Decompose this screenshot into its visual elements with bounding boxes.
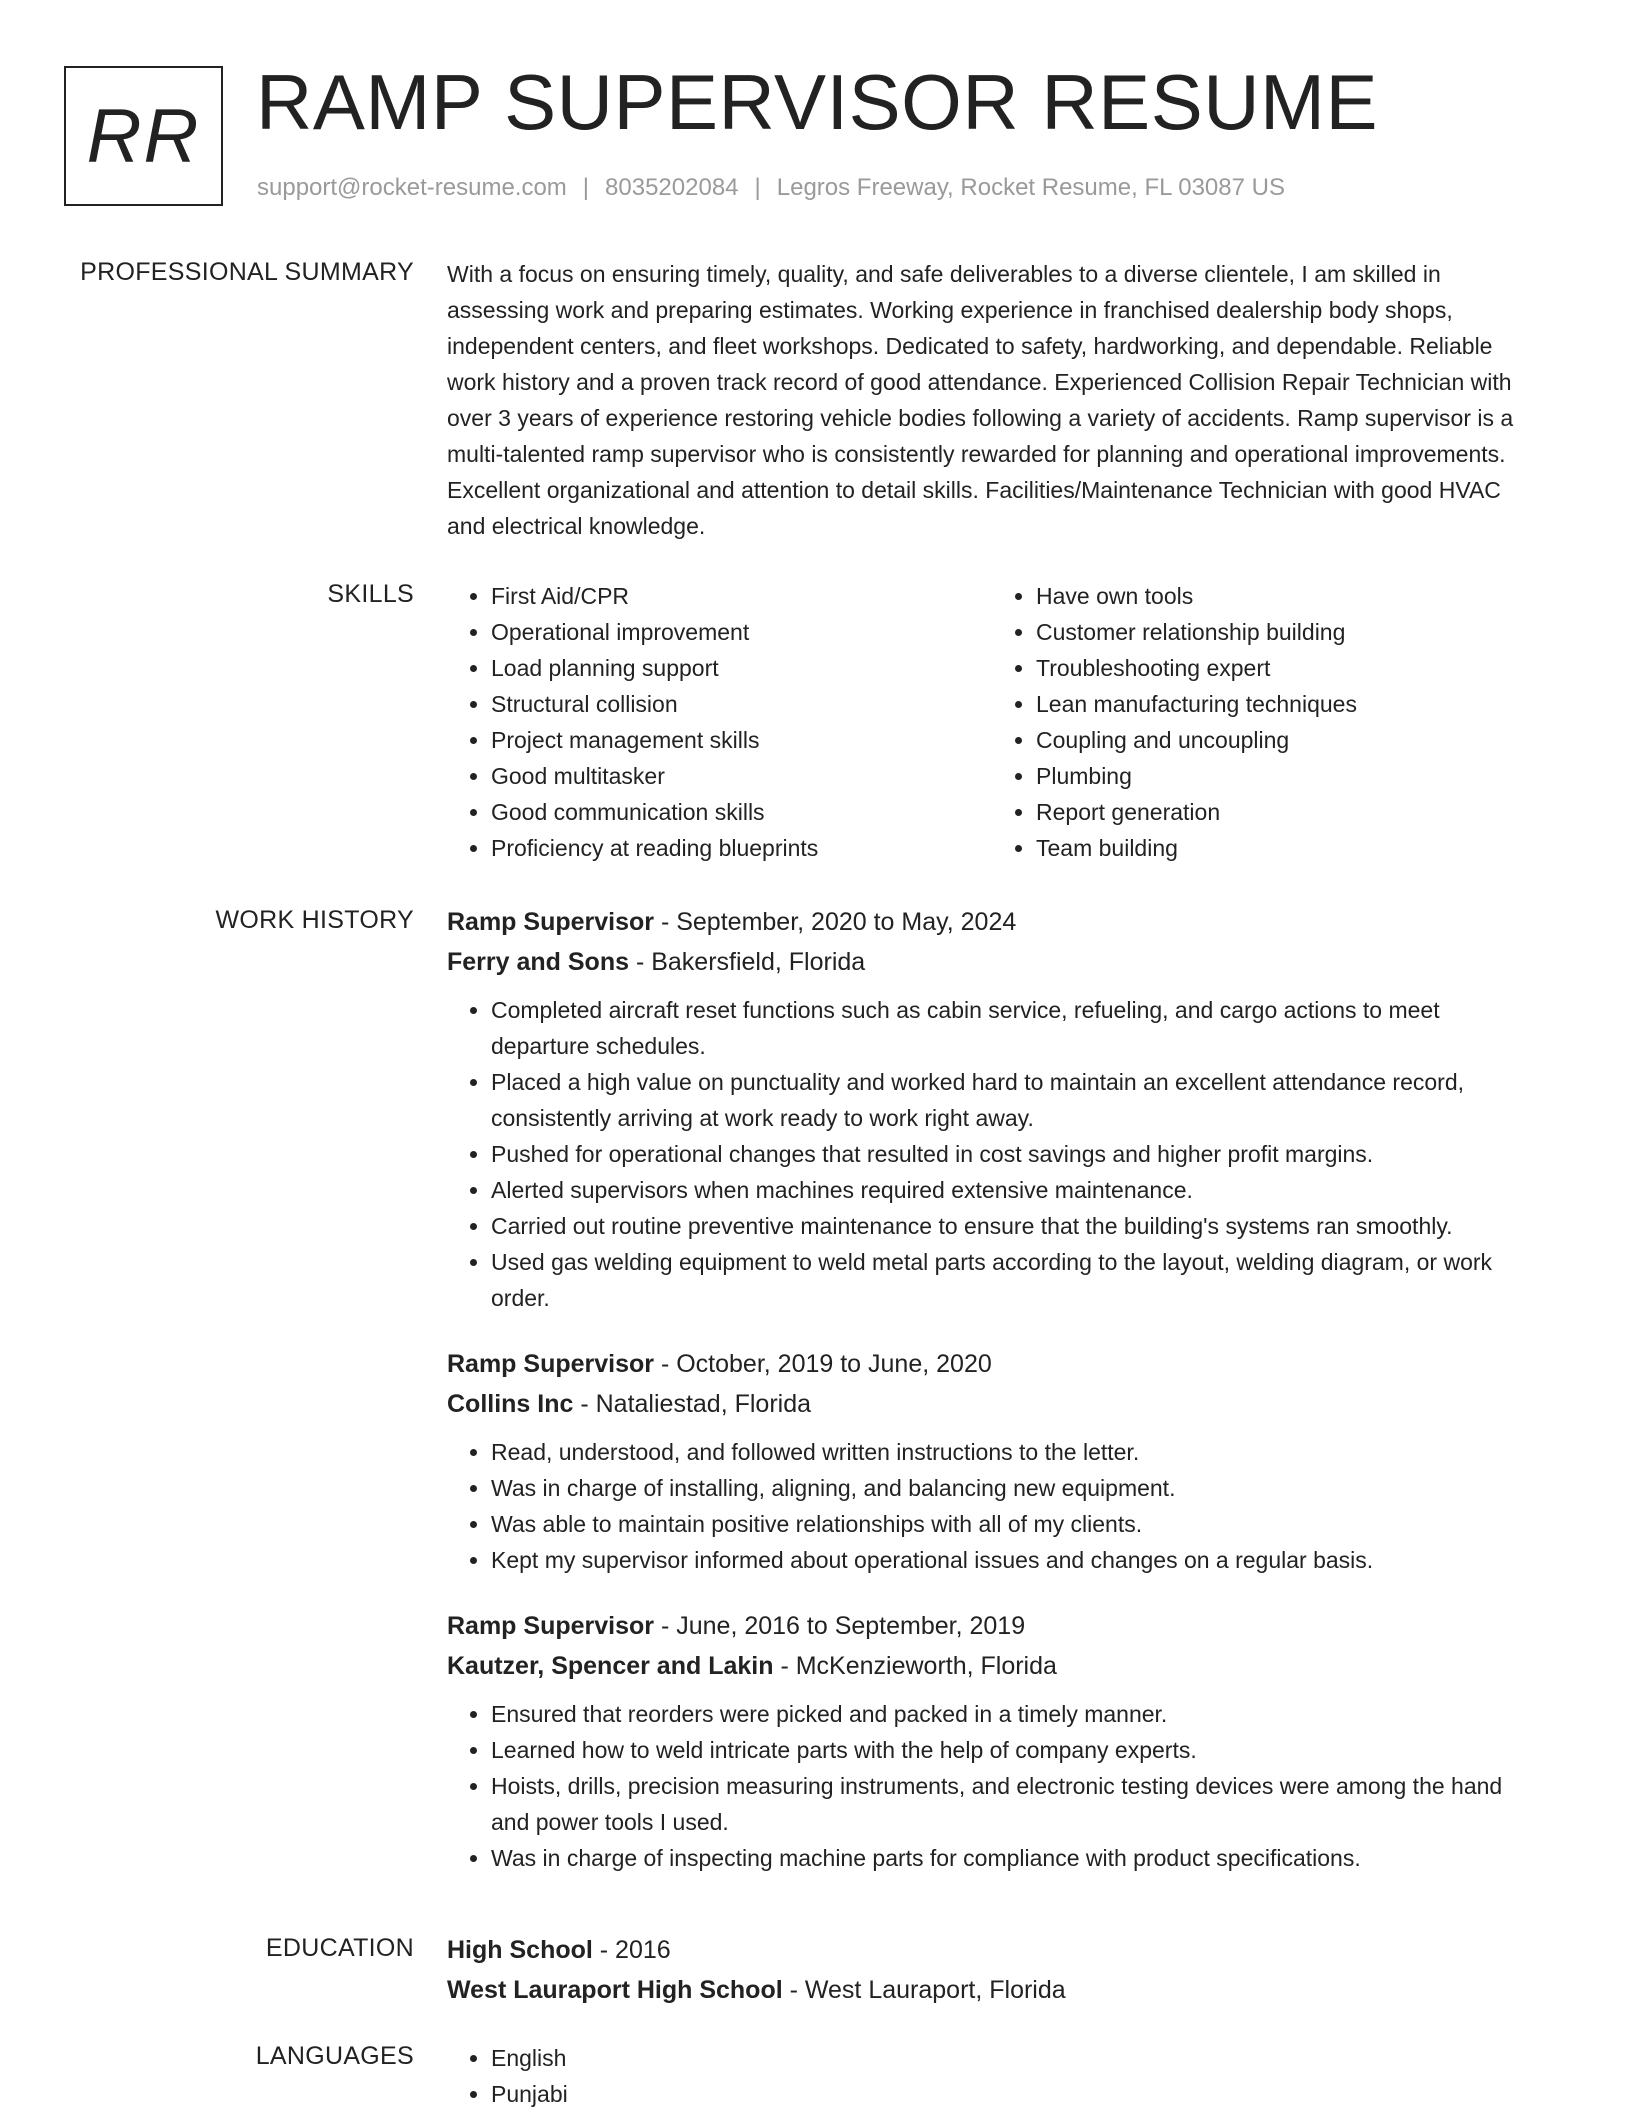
job-dates: - October, 2019 to June, 2020 [654,1350,992,1378]
job-bullet: • Kept my supervisor informed about operational issues and changes on a regular basis. [491,1542,1537,1578]
skill-item: • Operational improvement [491,614,992,650]
skills-list-right [992,578,1537,866]
job-role: Ramp Supervisor [447,1612,655,1640]
job-title-line [447,902,1537,942]
work-history-body [447,902,1537,1904]
summary-body [447,256,1537,544]
job-bullet: • Carried out routine preventive maintenance to ensure that the building's systems ran smoothly. [491,1208,1537,1244]
monogram-logo: RR [64,66,223,206]
job-bullet: • Alerted supervisors when machines required extensive maintenance. [491,1172,1537,1208]
skill-item: • Report generation [1036,794,1537,830]
education-heading: EDUCATION [265,1934,414,1962]
job-bullet: • Ensured that reorders were picked and packed in a timely manner. [491,1696,1537,1732]
skill-item: • Load planning support [491,650,992,686]
job-company: Kautzer, Spencer and Lakin [447,1652,774,1680]
job-location: - Nataliestad, Florida [573,1390,812,1418]
job-bullet: • Was able to maintain positive relationships with all of my clients. [491,1506,1537,1542]
skills-body [447,578,1537,866]
job-bullet: • Read, understood, and followed written instructions to the letter. [491,1434,1537,1470]
job-bullet: • Pushed for operational changes that resulted in cost savings and higher profit margins. [491,1136,1537,1172]
job-title-line [447,1606,1537,1646]
skills-heading: SKILLS [327,580,414,608]
job-bullet: • Placed a high value on punctuality and worked hard to maintain an excellent attendance record, consistently arriving at work ready to work right away. [491,1064,1537,1136]
contact-email[interactable]: support@rocket-resume.com [257,174,567,201]
job-bullets [447,1434,1537,1578]
skill-item: • Troubleshooting expert [1036,650,1537,686]
job-dates: - June, 2016 to September, 2019 [654,1612,1026,1640]
skills-list-left [447,578,992,866]
job-bullet: • Completed aircraft reset functions such as cabin service, refueling, and cargo actions to meet departure schedules. [491,992,1537,1064]
skill-item: • Customer relationship building [1036,614,1537,650]
job-bullet: • Was in charge of inspecting machine parts for compliance with product specifications. [491,1840,1537,1876]
education-school-line [447,1970,1537,2010]
skill-item: • Structural collision [491,686,992,722]
contact-phone[interactable]: 8035202084 [605,174,739,201]
job-company-line [447,1384,1537,1424]
education-year: - 2016 [592,1936,671,1964]
skill-item: • Good multitasker [491,758,992,794]
skill-item: • Have own tools [1036,578,1537,614]
job-location: - Bakersfield, Florida [629,948,866,976]
languages-heading: LANGUAGES [255,2042,414,2070]
job-bullets [447,992,1537,1316]
languages-body [447,2040,1537,2112]
work-history-heading: WORK HISTORY [215,906,414,934]
education-degree-line [447,1930,1537,1970]
contact-separator: | [582,174,590,201]
page-title: RAMP SUPERVISOR RESUME [256,58,1379,146]
skill-item: • Good communication skills [491,794,992,830]
job-role: Ramp Supervisor [447,1350,655,1378]
job-dates: - September, 2020 to May, 2024 [654,908,1017,936]
job-entry [447,1606,1537,1876]
job-bullet: • Was in charge of installing, aligning, and balancing new equipment. [491,1470,1537,1506]
language-item: • Punjabi [491,2076,1537,2112]
job-company: Ferry and Sons [447,948,629,976]
job-bullet: • Used gas welding equipment to weld metal parts according to the layout, welding diagram, or work order. [491,1244,1537,1316]
education-location: - West Lauraport, Florida [782,1976,1066,2004]
skill-item: • Project management skills [491,722,992,758]
education-school: West Lauraport High School [447,1976,783,2004]
job-bullet: • Hoists, drills, precision measuring instruments, and electronic testing devices were among the hand and power tools I used. [491,1768,1537,1840]
contact-separator: | [754,174,761,201]
contact-line [257,174,1285,202]
languages-list [447,2040,1537,2112]
skill-item: • First Aid/CPR [491,578,992,614]
contact-address: Legros Freeway, Rocket Resume, FL 03087 US [776,174,1285,201]
job-company-line [447,1646,1537,1686]
summary-text: With a focus on ensuring timely, quality, and safe deliverables to a diverse clientele, I am skilled in assessing work and preparing estimates. Working experience in franchised dealership body shops, independent centers, and fleet workshops. Dedicated to safety, hardworking, and dependable. Reliable work history and a proven track record of good attendance. Experienced Collision Repair Technician with over 3 years of experience restoring vehicle bodies following a variety of accidents. Ramp supervisor is a multi-talented ramp supervisor who is consistently rewarded for planning and operational improvements. Excellent organizational and attention to detail skills. Facilities/Maintenance Technician with good HVAC and electrical knowledge. [447,261,1514,539]
education-degree: High School [447,1936,593,1964]
job-company-line [447,942,1537,982]
summary-heading: PROFESSIONAL SUMMARY [80,258,414,286]
language-item: • English [491,2040,1537,2076]
skill-item: • Lean manufacturing techniques [1036,686,1537,722]
skill-item: • Proficiency at reading blueprints [491,830,992,866]
job-company: Collins Inc [447,1390,574,1418]
job-location: - McKenzieworth, Florida [773,1652,1057,1680]
job-role: Ramp Supervisor [447,908,655,936]
skill-item: • Team building [1036,830,1537,866]
job-bullet: • Learned how to weld intricate parts with the help of company experts. [491,1732,1537,1768]
skill-item: • Coupling and uncoupling [1036,722,1537,758]
job-entry [447,902,1537,1316]
job-bullets [447,1696,1537,1876]
education-body [447,1930,1537,2020]
job-entry [447,1344,1537,1578]
skill-item: • Plumbing [1036,758,1537,794]
job-title-line [447,1344,1537,1384]
